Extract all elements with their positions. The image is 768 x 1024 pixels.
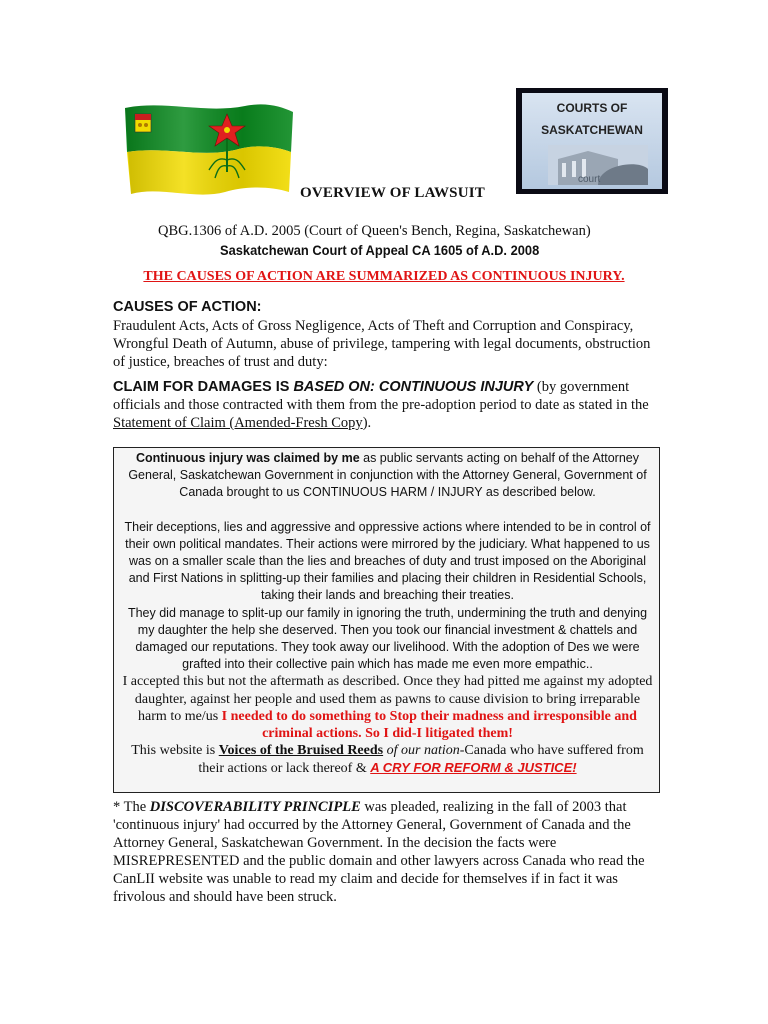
box-paragraph-2: Their deceptions, lies and aggressive and oppressive actions where intended to be in control of their own political mandates. Their actions were mirrored by the judiciary. What happened to us was on a smaller scale than the lies and breaches of duty and trust imposed on the Aboriginal and First Nations in splitting-up their families and placing their children in Residential Schools, taking their lands and breaching their treaties. (124, 519, 651, 603)
discoverability-star: * The (113, 799, 150, 815)
claim-paragraph (113, 378, 658, 432)
box-p4-text: I accepted this but not the aftermath as described. Once they had pitted me against my adopted daughter, against her people and used them as pawns to cause division to bring irreparable harm to me/us (122, 674, 653, 724)
box-p1-bold: Continuous injury was claimed by me (135, 451, 360, 465)
causes-text: Fraudulent Acts, Acts of Gross Negligence, Acts of Theft and Corruption and Conspiracy, Wrongful Death of Autumn, abuse of privilege, tampering with legal documents, obstruction of justice, breaches of trust and duty: (113, 318, 651, 370)
courts-logo (516, 88, 668, 194)
case-number-qbg: QBG.1306 of A.D. 2005 (Court of Queen's Bench, Regina, Saskatchewan) (158, 223, 591, 239)
discoverability-text: was pleaded, realizing in the fall of 2003 that 'continuous injury' had occurred by the Attorney General, Government of Canada and the Attorney General, Saskatchewan Government. In the decision the facts were MISREPRESENTED and the public domain and other lawyers across Canada who read the CanLII website was unable to read my claim and decide for themselves if in fact it was frivolous and should have been struck. (113, 799, 645, 905)
document-title: OVERVIEW OF LAWSUIT (300, 185, 485, 201)
voices-of-bruised-reeds-link[interactable]: Voices of the Bruised Reeds (218, 743, 384, 759)
discoverability-term: DISCOVERABILITY PRINCIPLE (149, 799, 361, 815)
discoverability-paragraph (113, 798, 658, 906)
case-number-appeal: Saskatchewan Court of Appeal CA 1605 of A.D. 2008 (220, 242, 540, 258)
claim-based-on: BASED ON: CONTINUOUS INJURY (293, 379, 534, 395)
continuous-injury-box (113, 447, 660, 793)
claim-lead: CLAIM FOR DAMAGES IS (113, 379, 294, 395)
court-building-icon (548, 145, 648, 185)
box-p5-italic: of our nation (383, 743, 460, 759)
courts-logo-line2: SASKATCHEWAN (541, 123, 643, 137)
causes-heading: CAUSES OF ACTION: (113, 299, 262, 315)
box-paragraph-5 (122, 742, 653, 777)
box-p4-red: I needed to do something to Stop their madness and irresponsible and criminal actions. So I did-I litigated them! (221, 708, 637, 742)
box-paragraph-4 (122, 673, 653, 742)
box-p1-rest: as public servants acting on behalf of the Attorney General, Saskatchewan Government in conjunction with the Attorney General, Government of Canada brought to us CONTINUOUS HARM / INJURY as described below. (128, 451, 647, 500)
saskatchewan-flag (105, 100, 295, 198)
courts-logo-subtext: court (578, 174, 601, 185)
courts-logo-line1: COURTS OF (556, 101, 628, 115)
box-p5-mid: -Canada who have suffered from their actions or lack thereof & (198, 743, 644, 777)
summary-heading: THE CAUSES OF ACTION ARE SUMMARIZED AS CONTINUOUS INJURY. (143, 269, 625, 284)
box-p5-lead: This website is (131, 743, 219, 759)
claim-middle: (by government officials and those contracted with them from the pre-adoption period to date as stated in the (113, 379, 649, 413)
cry-for-reform-link[interactable]: A CRY FOR REFORM & JUSTICE! (370, 760, 577, 776)
box-paragraph-3: They did manage to split-up our family in ignoring the truth, undermining the truth and denying my daughter the help she deserved. Then you took our financial investment & chattels and damaged our reputations. They took away our livelihood. With the adoption of Des we were grafted into their collective pain which has made me even more empathic.. (127, 605, 648, 672)
statement-of-claim-link[interactable]: Statement of Claim (Amended-Fresh Copy (113, 415, 363, 431)
claim-end: ). (362, 415, 372, 431)
box-paragraph-1 (122, 450, 653, 502)
coat-of-arms-icon (135, 114, 151, 132)
